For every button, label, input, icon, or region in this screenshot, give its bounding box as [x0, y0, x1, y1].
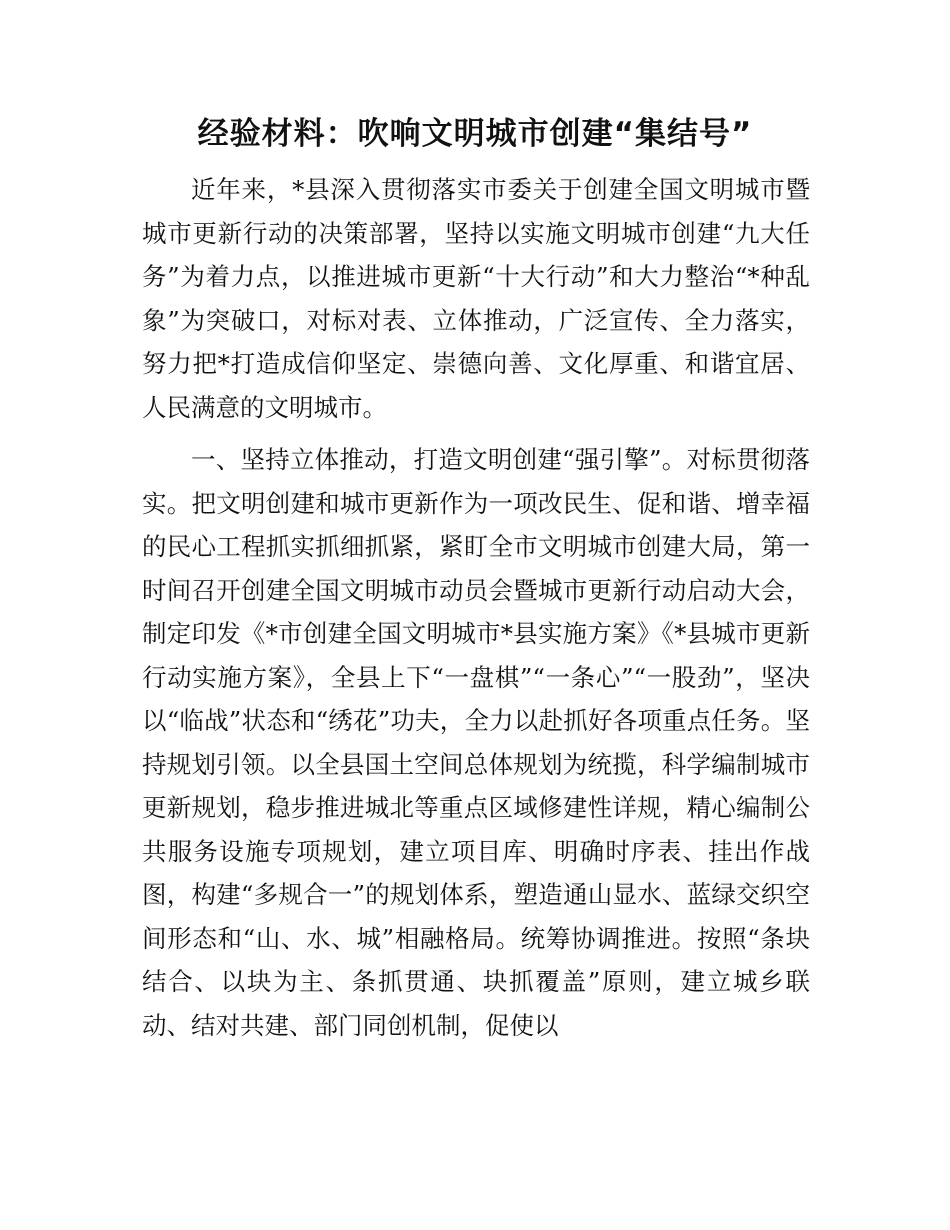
document-body — [142, 168, 810, 1056]
section-one-paragraph: 一、坚持立体推动，打造文明创建“强引擎”。对标贯彻落实。把文明创建和城市更新作为一项改民生、促和谐、增幸福的民心工程抓实抓细抓紧，紧盯全市文明城市创建大局，第一时间召开创建全国文明城市动员会暨城市更新行动启动大会，制定印发《*市创建全国文明城市*县实施方案》《*县城市更新行动实施方案》，全县上下“一盘棋”“一条心”“一股劲”，坚决以“临战”状态和“绣花”功夫，全力以赴抓好各项重点任务。坚持规划引领。以全县国土空间总体规划为统揽，科学编制城市更新规划，稳步推进城北等重点区域修建性详规，精心编制公共服务设施专项规划，建立项目库、明确时序表、挂出作战图，构建“多规合一”的规划体系，塑造通山显水、蓝绿交织空间形态和“山、水、城”相融格局。统筹协调推进。按照“条块结合、以块为主、条抓贯通、块抓覆盖”原则，建立城乡联动、结对共建、部门同创机制，促使以 — [142, 445, 810, 1040]
intro-paragraph: 近年来，*县深入贯彻落实市委关于创建全国文明城市暨城市更新行动的决策部署，坚持以实施文明城市创建“九大任务”为着力点，以推进城市更新“十大行动”和大力整治“*种乱象”为突破口，对标对表、立体推动，广泛宣传、全力落实，努力把*打造成信仰坚定、崇德向善、文化厚重、和谐宜居、人民满意的文明城市。 — [142, 175, 810, 422]
document-title: 经验材料：吹响文明城市创建“集结号” — [197, 116, 753, 152]
